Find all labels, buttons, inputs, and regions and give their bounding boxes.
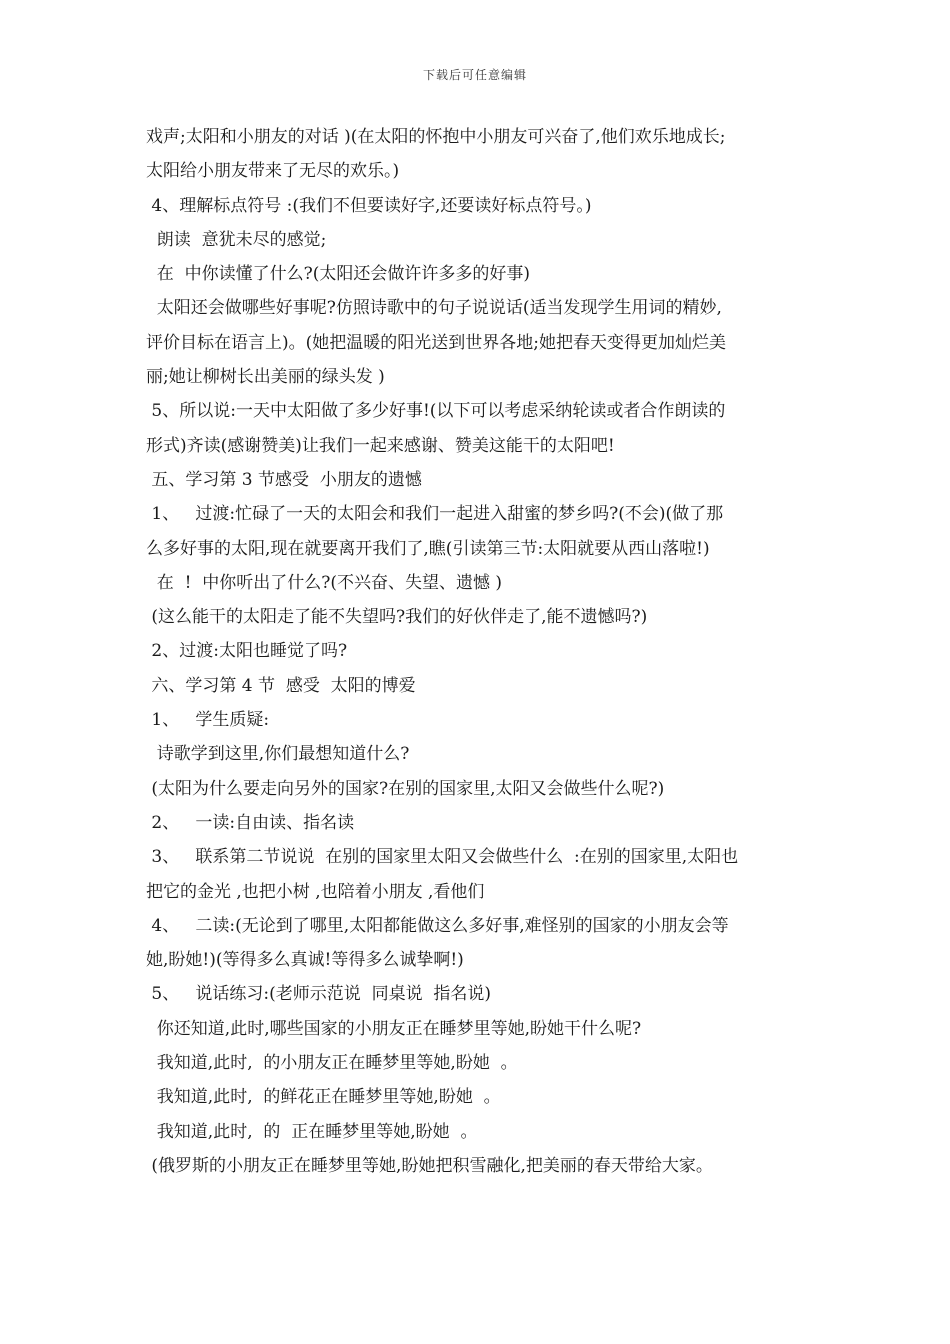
text-line: 5、所以说:一天中太阳做了多少好事!(以下可以考虑采纳轮读或者合作朗读的 — [146, 401, 726, 422]
text-line: 形式)齐读(感谢赞美)让我们一起来感谢、赞美这能干的太阳吧! — [146, 435, 615, 456]
section-heading: 六、学习第 4 节 感受 太阳的博爱 — [146, 675, 416, 696]
text-line: 朗读 意犹未尽的感觉; — [146, 229, 327, 250]
document-body — [146, 120, 818, 1183]
text-line: 在 中你读懂了什么?(太阳还会做许许多多的好事) — [146, 264, 530, 285]
text-line: 把它的金光 ,也把小树 ,也陪着小朋友 ,看他们 — [146, 881, 485, 902]
text-line: 戏声;太阳和小朋友的对话 )(在太阳的怀抱中小朋友可兴奋了,他们欢乐地成长; — [146, 127, 726, 147]
text-line: 4、理解标点符号 :(我们不但要读好字,还要读好标点符号。) — [146, 195, 592, 216]
text-line: 我知道,此时, 的小朋友正在睡梦里等她,盼她 。 — [146, 1053, 518, 1074]
text-line: 么多好事的太阳,现在就要离开我们了,瞧(引读第三节:太阳就要从西山落啦!) — [146, 538, 710, 559]
section-heading: 五、学习第 3 节感受 小朋友的遗憾 — [146, 469, 422, 490]
text-line: 我知道,此时, 的鲜花正在睡梦里等她,盼她 。 — [146, 1087, 501, 1108]
text-line: 我知道,此时, 的 正在睡梦里等她,盼她 。 — [146, 1121, 478, 1142]
text-line: (太阳为什么要走向另外的国家?在别的国家里,太阳又会做些什么呢?) — [146, 778, 665, 799]
page-header: 下载后可任意编辑 — [422, 68, 527, 82]
text-line: 诗歌学到这里,你们最想知道什么? — [146, 744, 410, 765]
text-line: 3、 联系第二节说说 在别的国家里太阳又会做些什么 :在别的国家里,太阳也 — [146, 847, 739, 868]
text-line: 4、 二读:(无论到了哪里,太阳都能做这么多好事,难怪别的国家的小朋友会等 — [146, 915, 729, 936]
text-line: 1、 过渡:忙碌了一天的太阳会和我们一起进入甜蜜的梦乡吗?(不会)(做了那 — [146, 504, 724, 525]
text-line: 她,盼她!)(等得多么真诚!等得多么诚挚啊!) — [146, 950, 464, 971]
text-line: (俄罗斯的小朋友正在睡梦里等她,盼她把积雪融化,把美丽的春天带给大家。 — [146, 1155, 713, 1176]
text-line: 在 ! 中你听出了什么?(不兴奋、失望、遗憾 ) — [146, 572, 503, 593]
text-line: 2、 一读:自由读、指名读 — [146, 812, 355, 833]
text-line: 太阳还会做哪些好事呢?仿照诗歌中的句子说说话(适当发现学生用词的精妙, — [146, 298, 722, 319]
text-line: 你还知道,此时,哪些国家的小朋友正在睡梦里等她,盼她干什么呢? — [146, 1018, 642, 1039]
text-line: 1、 学生质疑: — [146, 710, 270, 731]
text-line: 2、过渡:太阳也睡觉了吗? — [146, 641, 348, 662]
text-line: 评价目标在语言上)。(她把温暖的阳光送到世界各地;她把春天变得更加灿烂美 — [146, 332, 726, 353]
text-line: 丽;她让柳树长出美丽的绿头发 ) — [146, 367, 385, 388]
text-line: 5、 说话练习:(老师示范说 同桌说 指名说) — [146, 984, 492, 1005]
text-line: (这么能干的太阳走了能不失望吗?我们的好伙伴走了,能不遗憾吗?) — [146, 607, 648, 628]
text-line: 太阳给小朋友带来了无尽的欢乐。) — [146, 161, 400, 182]
